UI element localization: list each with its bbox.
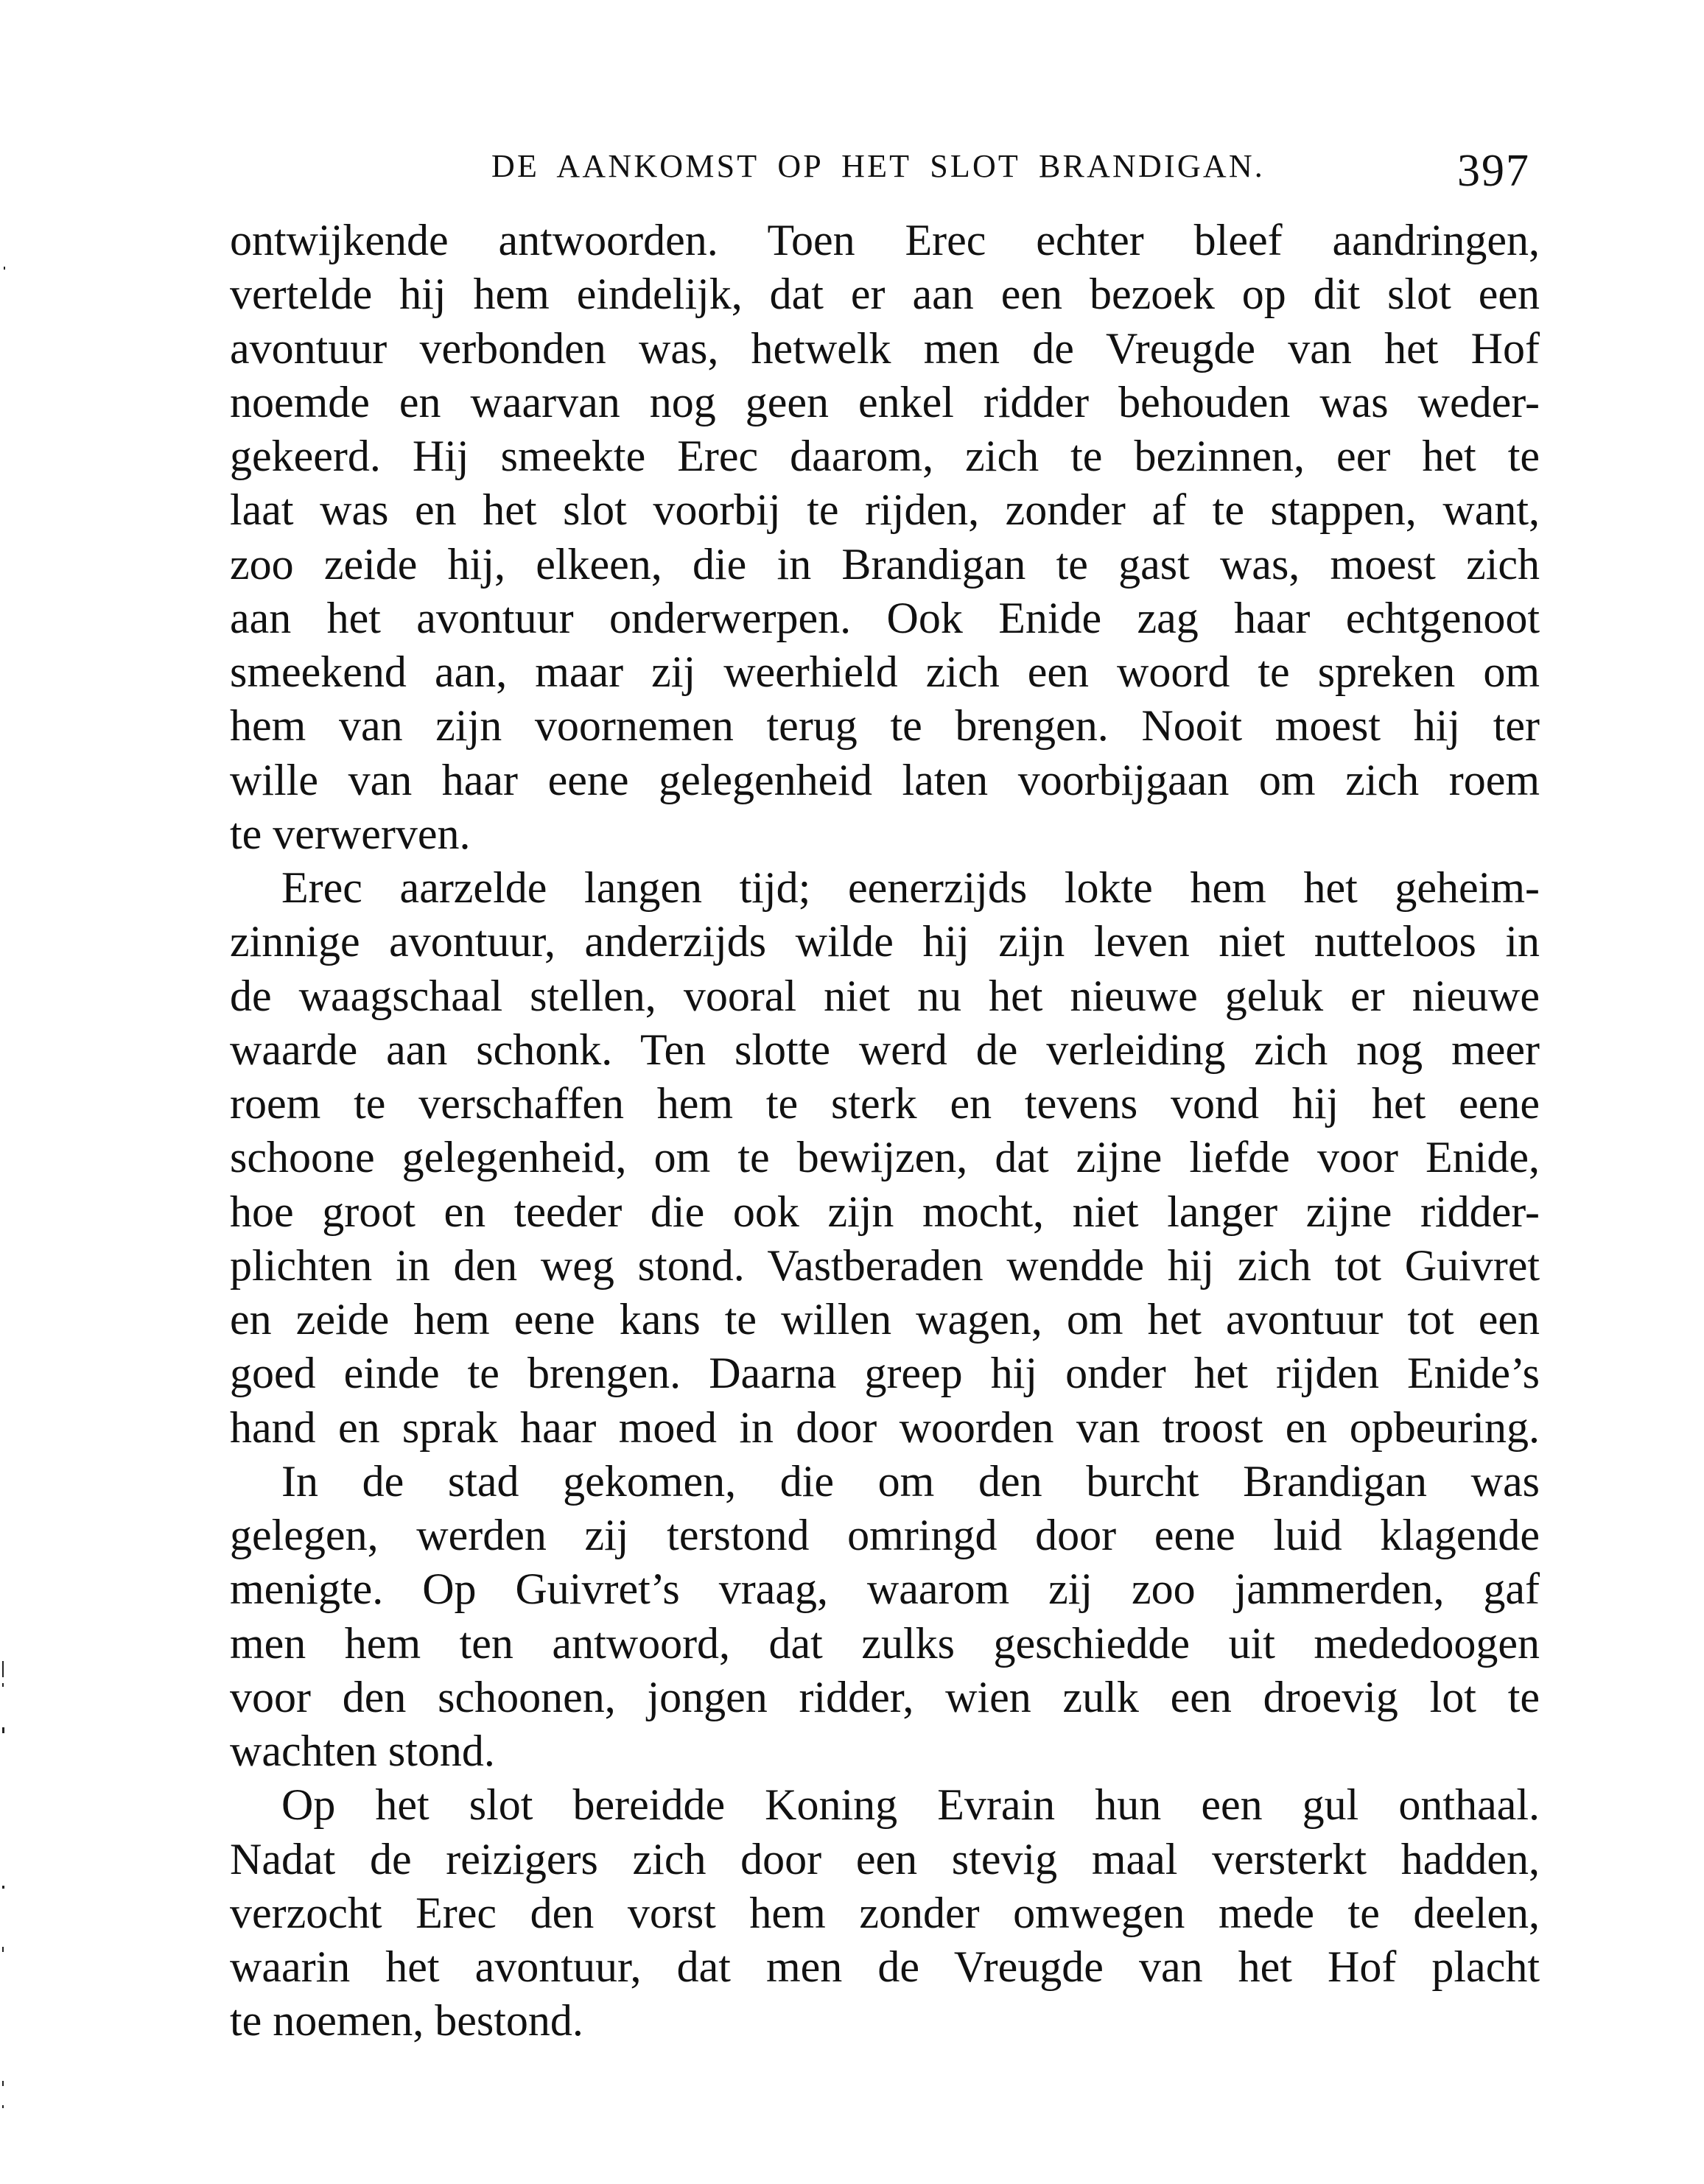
text-line: ontwijkende antwoorden. Toen Erec echter bleef aandringen, — [230, 216, 1540, 264]
text-line: en zeide hem eene kans te willen wagen, om het avontuur tot een — [230, 1295, 1540, 1344]
scan-speck — [2, 1661, 4, 1677]
text-line: Nadat de reizigers zich door een stevig maal versterkt hadden, — [230, 1834, 1540, 1883]
text-line: gekeerd. Hij smeekte Erec daarom, zich te bezinnen, eer het te — [230, 432, 1540, 480]
text-line: menigte. Op Guivret’s vraag, waarom zij zoo jammerden, gaf — [230, 1565, 1540, 1614]
text-line: hem van zijn voornemen terug te brengen. Nooit moest hij ter — [230, 701, 1540, 751]
paragraph — [230, 1455, 1540, 1779]
text-line: goed einde te brengen. Daarna greep hij onder het rijden Enide’s — [230, 1349, 1540, 1398]
text-line: hand en sprak haar moed in door woorden van troost en opbeuring. — [230, 1402, 1540, 1452]
text-line: wille van haar eene gelegenheid laten voorbijgaan om zich roem — [230, 755, 1540, 804]
scan-speck — [2, 1947, 4, 1952]
scan-speck — [2, 2105, 4, 2108]
text-line: In de stad gekomen, die om den burcht Brandigan was — [281, 1456, 1540, 1506]
scan-speck — [2, 1683, 4, 1687]
text-line: noemde en waarvan nog geen enkel ridder behouden was weder- — [230, 377, 1540, 426]
text-line: verzocht Erec den vorst hem zonder omwegen mede te deelen, — [230, 1888, 1540, 1937]
text-line: avontuur verbonden was, hetwelk men de Vreugde van het Hof — [230, 323, 1540, 373]
text-line: men hem ten antwoord, dat zulks geschiedde uit mededoogen — [230, 1618, 1540, 1668]
paragraph — [230, 1778, 1540, 2048]
text-line: hoe groot en teeder die ook zijn mocht, niet langer zijne ridder- — [230, 1187, 1540, 1236]
text-line: de waagschaal stellen, vooral niet nu het nieuwe geluk er nieuwe — [230, 971, 1540, 1020]
text-line: waarde aan schonk. Ten slotte werd de verleiding zich nog meer — [230, 1025, 1540, 1074]
paragraph — [230, 214, 1540, 861]
text-line: plichten in den weg stond. Vastberaden wendde hij zich tot Guivret — [230, 1240, 1540, 1290]
text-line: aan het avontuur onderwerpen. Ook Enide zag haar echtgenoot — [230, 593, 1540, 642]
page-number: 397 — [1457, 146, 1530, 196]
text-line: zinnige avontuur, anderzijds wilde hij zijn leven niet nutteloos in — [230, 917, 1540, 966]
scan-speck — [2, 2081, 4, 2086]
text-line: smeekend aan, maar zij weerhield zich een woord te spreken om — [230, 647, 1540, 696]
text-line: roem te verschaffen hem te sterk en tevens vond hij het eene — [230, 1079, 1540, 1128]
text-line: wachten stond. — [230, 1727, 495, 1775]
scan-speck — [2, 1886, 4, 1889]
scan-speck — [4, 267, 5, 270]
text-line: Op het slot bereidde Koning Evrain hun een gul onthaal. — [281, 1780, 1540, 1830]
text-line: gelegen, werden zij terstond omringd door eene luid klagende — [230, 1511, 1540, 1559]
text-line: voor den schoonen, jongen ridder, wien zulk een droevig lot te — [230, 1672, 1540, 1721]
text-line: schoone gelegenheid, om te bewijzen, dat zijne liefde voor Enide, — [230, 1133, 1540, 1182]
text-line: zoo zeide hij, elkeen, die in Brandigan te gast was, moest zich — [230, 539, 1540, 589]
running-header-title: DE AANKOMST OP HET SLOT BRANDIGAN. — [491, 148, 1265, 184]
text-line: te noemen, bestond. — [230, 1996, 583, 2046]
text-line: waarin het avontuur, dat men de Vreugde van het Hof placht — [230, 1942, 1540, 1991]
text-line: te verwerven. — [230, 809, 471, 858]
text-line: vertelde hij hem eindelijk, dat er aan een bezoek op dit slot een — [230, 270, 1540, 319]
scan-speck — [2, 1727, 4, 1733]
paragraph — [230, 861, 1540, 1455]
text-line: laat was en het slot voorbij te rijden, zonder af te stappen, want, — [230, 485, 1540, 535]
body-text — [230, 214, 1540, 2048]
text-line: Erec aarzelde langen tijd; eenerzijds lokte hem het geheim- — [281, 863, 1540, 912]
